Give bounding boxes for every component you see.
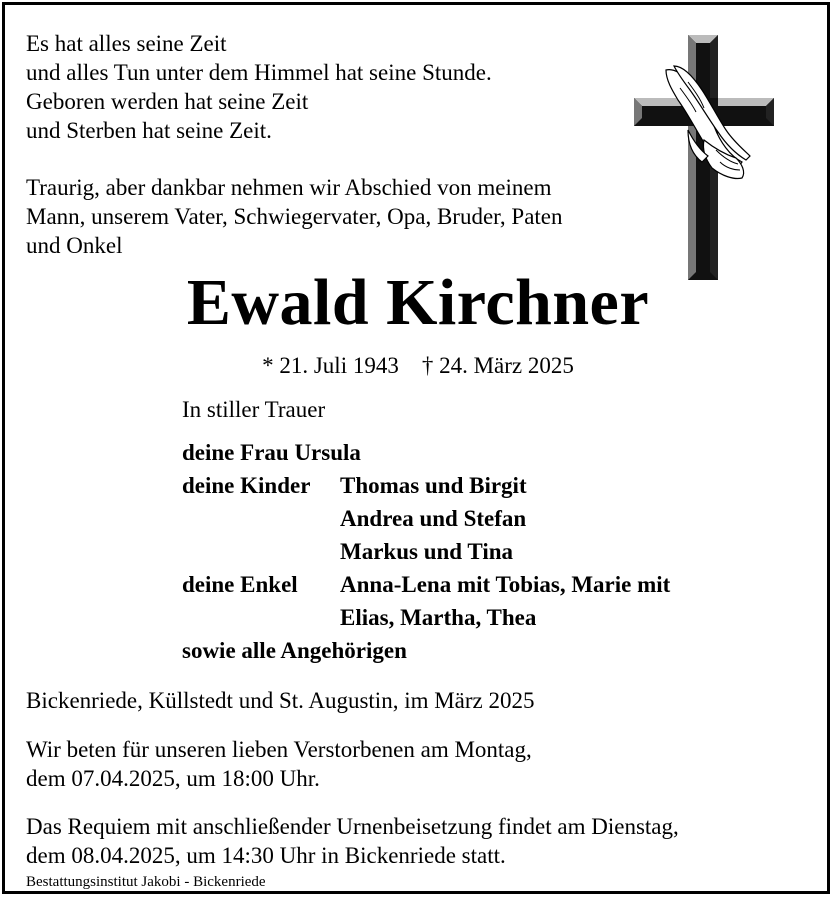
intro-line-3: und Onkel [26, 233, 123, 258]
life-dates: * 21. Juli 1943 † 24. März 2025 [262, 353, 574, 378]
family-wife: deine Frau Ursula [182, 440, 361, 465]
poem-line-2: und alles Tun unter dem Himmel hat seine Stunde. [26, 60, 492, 85]
intro-line-2: Mann, unserem Vater, Schwiegervater, Opa, Bruder, Paten [26, 204, 563, 229]
family-child-2: Andrea und Stefan [340, 506, 527, 531]
family-child-3: Markus und Tina [340, 539, 514, 564]
family-children-label: deine Kinder [182, 473, 311, 498]
poem-line-1: Es hat alles seine Zeit [26, 31, 227, 56]
intro-line-1: Traurig, aber dankbar nehmen wir Abschied von meinem [26, 175, 552, 200]
family-child-1: Thomas und Birgit [340, 473, 527, 498]
mourning-label: In stiller Trauer [182, 397, 326, 422]
requiem-line-2: dem 08.04.2025, um 14:30 Uhr in Bickenriede statt. [26, 843, 506, 868]
cross-with-praying-hands-icon [630, 30, 776, 282]
family-relatives: sowie alle Angehörigen [182, 638, 407, 663]
prayer-line-2: dem 07.04.2025, um 18:00 Uhr. [26, 766, 320, 791]
prayer-line-1: Wir beten für unseren lieben Verstorbenen am Montag, [26, 737, 532, 762]
family-grandchildren-line-2: Elias, Martha, Thea [340, 605, 537, 630]
place-date: Bickenriede, Küllstedt und St. Augustin, im März 2025 [26, 688, 535, 713]
poem-line-3: Geboren werden hat seine Zeit [26, 89, 309, 114]
poem-line-4: und Sterben hat seine Zeit. [26, 118, 272, 143]
family-grandchildren-label: deine Enkel [182, 572, 298, 597]
requiem-line-1: Das Requiem mit anschließender Urnenbeisetzung findet am Dienstag, [26, 814, 679, 839]
family-grandchildren-line-1: Anna-Lena mit Tobias, Marie mit [340, 572, 671, 597]
undertaker: Bestattungsinstitut Jakobi - Bickenriede [26, 874, 266, 890]
deceased-name: Ewald Kirchner [186, 266, 650, 339]
